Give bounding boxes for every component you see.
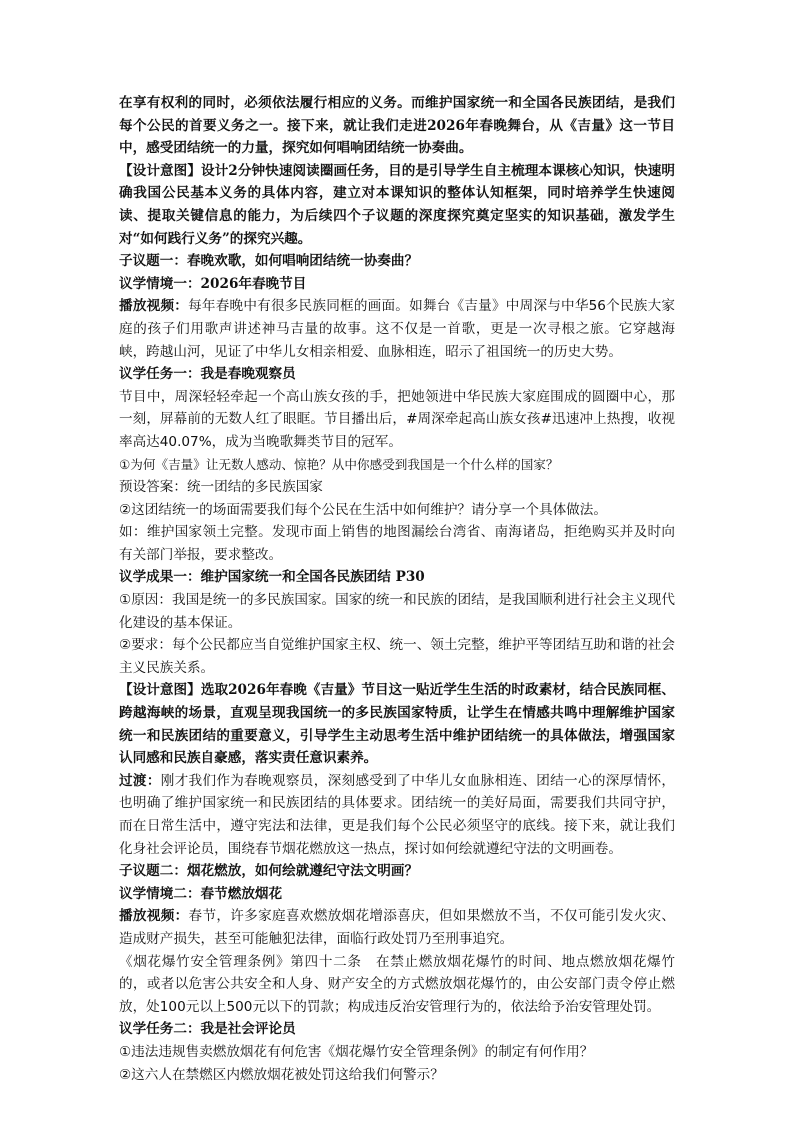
regulation-paragraph: 《烟花爆竹安全管理条例》第四十二条 在禁止燃放烟花爆竹的时间、地点燃放烟花爆竹的，或者以危害公共安全和人身、财产安全的方式燃放烟花爆竹的，由公安部门责令停止燃放，处100元以上500元以下的罚款；构成违反治安管理行为的，依法给予治安管理处罚。 — [119, 953, 675, 1015]
transition-label: 过渡： — [119, 772, 161, 789]
task-2: 议学任务二：我是社会评论员 — [119, 1021, 296, 1038]
video-label-1: 播放视频： — [119, 298, 189, 315]
design-intent-2: 【设计意图】选取2026年春晚《吉量》节目这一贴近学生生活的时政素材，结合民族同框、跨越海峡的场景，直观呈现我国统一的多民族国家特质，让学生在情感共鸣中理解维护国家统一和民族团结的重要意义，引导学生主动思考生活中维护团结统一的具体做法，增强国家认同感和民族自豪感，落实责任意识素养。 — [119, 682, 675, 767]
requirement: ②要求：每个公民都应当自觉维护国家主权、统一、领土完整，维护平等团结互助和谐的社会主义民族关系。 — [119, 637, 675, 676]
design-intent-1: 【设计意图】设计2分钟快速阅读圈画任务，目的是引导学生自主梳理本课核心知识，快速明确我国公民基本义务的具体内容，建立对本课知识的整体认知框架，同时培养学生快速阅读、提取关键信息的能力，为后续四个子议题的深度探究奠定坚实的知识基础，激发学生对“如何践行义务”的探究兴趣。 — [119, 162, 675, 247]
task-1-text: 节目中，周深轻轻牵起一个高山族女孩的手，把她领进中华民族大家庭围成的圆圈中心，那一刻，屏幕前的无数人红了眼眶。节目播出后，#周深牵起高山族女孩#迅速冲上热搜，收视率高达40.07%，成为当晚歌舞类节目的冠军。 — [119, 388, 675, 450]
question-4: ②这六人在禁燃区内燃放烟花被处罚这给我们何警示？ — [119, 1066, 444, 1083]
question-1: ①为何《吉量》让无数人感动、惊艳？从中你感受到我国是一个什么样的国家？ — [119, 456, 559, 472]
video-paragraph-1 — [119, 295, 675, 363]
video-paragraph-2 — [119, 905, 675, 950]
reason: ①原因：我国是统一的多民族国家。国家的统一和民族的团结，是我国顺利进行社会主义现代化建设的基本保证。 — [119, 592, 675, 631]
video-text-2: 春节，许多家庭喜欢燃放烟花增添喜庆，但如果燃放不当，不仅可能引发火灾、造成财产损失，甚至可能触犯法律，面临行政处罚乃至刑事追究。 — [119, 908, 676, 947]
example-1: 如：维护国家领土完整。发现市面上销售的地图漏绘台湾省、南海诸岛，拒绝购买并及时向有关部门举报，要求整改。 — [119, 524, 675, 563]
result-1: 议学成果一：维护国家统一和全国各民族团结 P30 — [119, 569, 425, 586]
transition-paragraph — [119, 770, 675, 860]
situation-1: 议学情境一：2026年春晚节目 — [119, 275, 307, 292]
question-2: ②这团结统一的场面需要我们每个公民在生活中如何维护？请分享一个具体做法。 — [119, 501, 607, 518]
video-text-1: 每年春晚中有很多民族同框的画面。如舞台《吉量》中周深与中华56个民族大家庭的孩子们用歌声讲述神马吉量的故事。这不仅是一首歌，更是一次寻根之旅。它穿越海峡，跨越山河，见证了中华儿女相亲相爱、血脉相连，昭示了祖国统一的历史大势。 — [119, 298, 676, 360]
situation-2: 议学情境二：春节燃放烟花 — [119, 885, 283, 902]
sub-topic-2: 子议题二：烟花燃放，如何绘就遵纪守法文明画？ — [119, 863, 419, 880]
sub-topic-1: 子议题一：春晚欢歌，如何唱响团结统一协奏曲？ — [119, 253, 419, 270]
transition-text: 刚才我们作为春晚观察员，深刻感受到了中华儿女血脉相连、团结一心的深厚情怀，也明确了维护国家统一和民族团结的具体要求。团结统一的美好局面，需要我们共同守护，而在日常生活中，遵守宪法和法律，更是我们每个公民必须坚守的底线。接下来，就让我们化身社会评论员，围绕春节烟花燃放这一热点，探讨如何绘就遵纪守法的文明画卷。 — [119, 772, 676, 857]
intro-paragraph: 在享有权利的同时，必须依法履行相应的义务。而维护国家统一和全国各民族团结，是我们每个公民的首要义务之一。接下来，就让我们走进2026年春晚舞台，从《吉量》这一节目中，感受团结统一的力量，探究如何唱响团结统一协奏曲。 — [119, 95, 675, 157]
video-label-2: 播放视频： — [119, 908, 189, 925]
task-1: 议学任务一：我是春晚观察员 — [119, 366, 296, 383]
document-page — [119, 92, 675, 1086]
answer-1: 预设答案：统一团结的多民族国家 — [119, 479, 323, 496]
question-3: ①违法违规售卖燃放烟花有何危害《烟花爆竹安全管理条例》的制定有何作用？ — [119, 1043, 594, 1060]
